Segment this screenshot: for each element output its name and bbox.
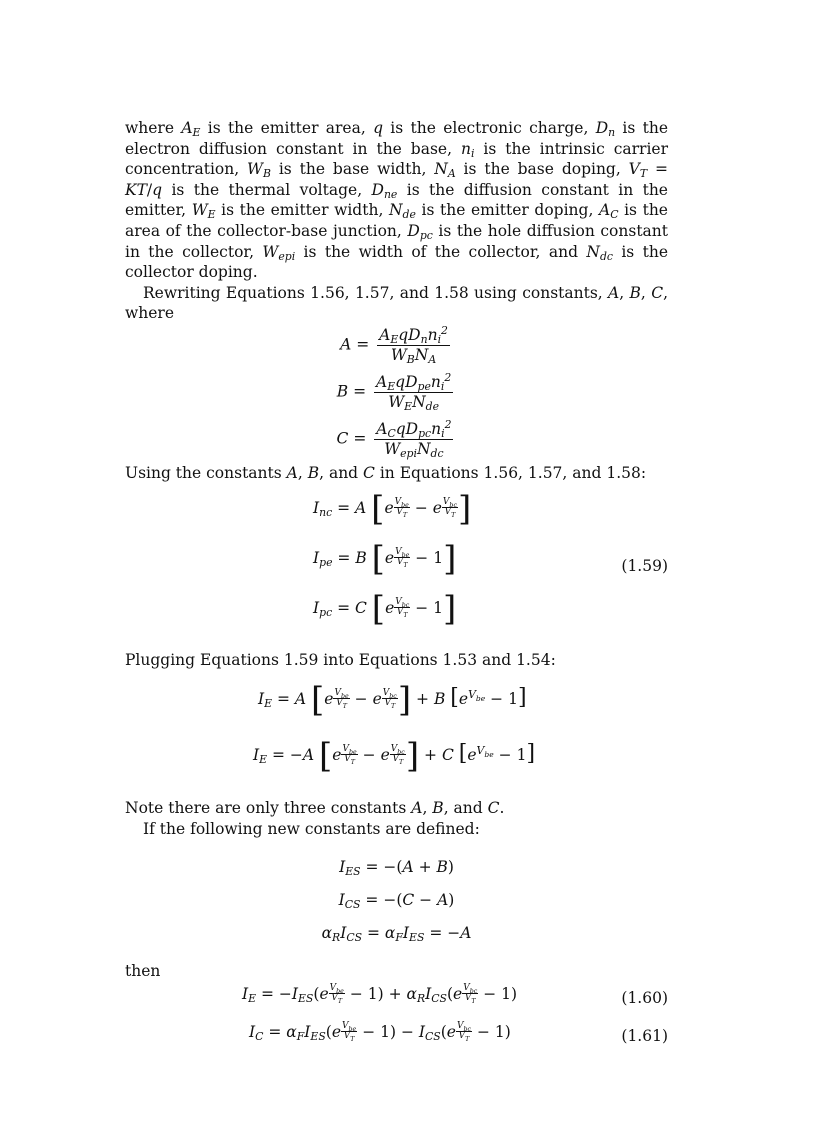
paragraph-definitions: where $A_E$ is the emitter area, q is the electronic charge, $D_n$ is the electron diffusion constant in the base, $n_i$ is the intrinsic carrier concentration, $W_B$ is the base width, $N_A$ is the base doping, $V_T = KT/q$ is the thermal voltage, $D_{ne}$ is the diffusion constant in the emitter, $W_E$ is the emitter width, $N_{de}$ is the emitter doping, $A_C$ is the area of the collector-base junction, $D_{pc}$ is the hole diffusion constant in the collector, $W_{epi}$ is the width of the collector, and $N_{dc}$ is the collector doping. (125, 119, 669, 282)
equation-number: (1.61) (621, 1026, 668, 1045)
equation-ie-first: $I_E = A$ [e $V_{be}$ $V_T$ − e $V_{bc}$ $V_T$ ] + B $[e^{V_{be}} - 1]$ (258, 680, 527, 721)
equation-block-ie (125, 680, 668, 790)
equation-constant-b: B = $\frac{A_EqD_{pe}n_i^2}{W_EN_{de}}$ (336, 370, 452, 413)
document-page (125, 118, 668, 1054)
equation-1-61: $I_C = \alpha_FI_{ES}(e$ $V_{be}$ $V_T$ − $1) - I_{CS}(e$ $V_{bc}$ $V_T$ − 1) (1.61) (249, 1020, 668, 1045)
equation-number: (1.59) (621, 556, 668, 575)
equation-constant-c: C = $\frac{A_CqD_{pc}n_i^2}{W_{epi}N_{dc}}$ (336, 417, 452, 460)
paragraph-plugging: Plugging Equations 1.59 into Equations 1.53 and 1.54: (125, 650, 556, 669)
paragraph-new-constants: If the following new constants are defined: (143, 819, 480, 838)
paragraph-then: then (125, 962, 161, 981)
equation-alpha: $\alpha_RI_{CS} = \alpha_FI_{ES} = -A$ (321, 923, 472, 944)
equation-ics: $I_{CS} = -(C - A)$ (338, 890, 455, 911)
equation-ipc: $I_{pc} = C$ [e $V_{bc}$ $V_T$ − 1] (313, 588, 457, 629)
paragraph-note: Note there are only three constants A, B, and C. (125, 799, 505, 818)
equation-ipe: $I_{pe} = B$ [e $V_{be}$ $V_T$ − 1] (313, 538, 457, 579)
equation-1-60: $I_E = -I_{ES}(e$ $V_{be}$ $V_T$ − $1) + \alpha_RI_{CS}(e$ $V_{bc}$ $V_T$ − 1) (1.60) (242, 982, 668, 1007)
equation-constant-a: A = $\frac{A_EqD_nn_i^2}{W_BN_A}$ (340, 323, 448, 366)
equation-block-1-59 (125, 488, 668, 638)
paragraph-using-constants: Using the constants A, B, and C in Equations 1.56, 1.57, and 1.58: (125, 463, 647, 482)
equation-ies: $I_{ES} = -(A + B)$ (339, 858, 454, 879)
equation-ie-second: $I_E = -A$ [e $V_{be}$ $V_T$ − e $V_{bc}$ $V_T$ ] + C $[e^{V_{be}} - 1]$ (253, 736, 536, 777)
paragraph-rewriting: Rewriting Equations 1.56, 1.57, and 1.58 using constants, A, B, C, where (125, 283, 669, 323)
equation-number: (1.60) (621, 988, 668, 1007)
equation-inc: $I_{nc} = A$ [e $V_{be}$ $V_T$ − e $V_{bc}$ $V_T$ ] (313, 488, 472, 529)
